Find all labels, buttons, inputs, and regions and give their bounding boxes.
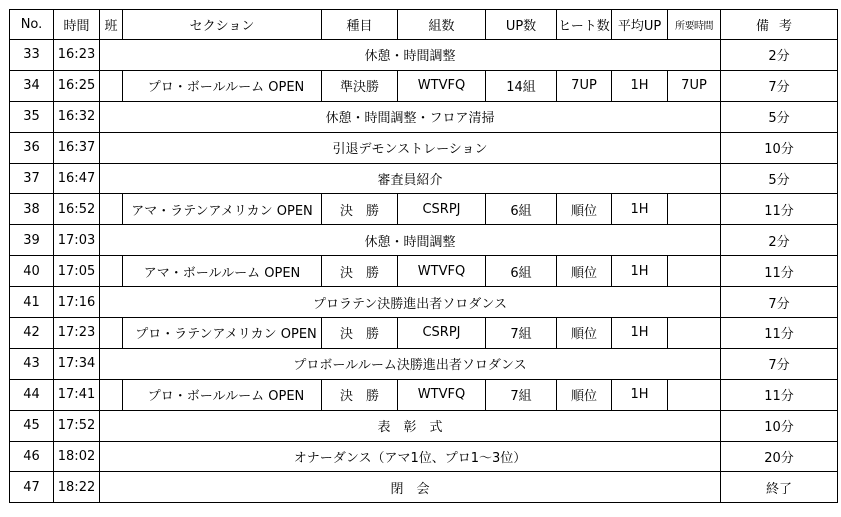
row-han [100,318,123,349]
row-shumoku: 決 勝 [322,318,398,349]
row-no: 43 [10,348,54,379]
row-time: 18:02 [54,441,100,472]
row-up: 順位 [557,379,612,410]
row-duration: 11分 [721,318,838,349]
row-duration: 11分 [721,194,838,225]
row-time: 17:34 [54,348,100,379]
row-heat: 1H [612,379,668,410]
row-no: 41 [10,287,54,318]
row-kumi: 6組 [486,194,557,225]
row-duration: 20分 [721,441,838,472]
row-han [100,70,123,101]
row-span-text: プロボールルーム決勝進出者ソロダンス [100,348,721,379]
header-time: 時間 [54,10,100,40]
row-span-text: 引退デモンストレーション [100,132,721,163]
row-duration: 2分 [721,40,838,71]
schedule-table [9,9,838,503]
header-heikin-up: 平均UP [612,10,668,40]
table-row [10,132,838,163]
header-section: セクション [123,10,322,40]
row-dances: CSRPJ [398,318,486,349]
table-row [10,40,838,71]
row-han [100,256,123,287]
row-span-text: プロラテン決勝進出者ソロダンス [100,287,721,318]
row-up: 順位 [557,256,612,287]
row-time: 16:25 [54,70,100,101]
header-shumoku: 種目 [322,10,398,40]
row-duration: 7分 [721,287,838,318]
row-avg-up [668,194,721,225]
row-no: 46 [10,441,54,472]
header-biko: 備考 [721,10,838,40]
row-span-text: 表 彰 式 [100,410,721,441]
row-no: 40 [10,256,54,287]
header-shoyo: 所要時間 [668,10,721,40]
table-row [10,225,838,256]
row-no: 35 [10,101,54,132]
row-no: 39 [10,225,54,256]
row-kumi: 6組 [486,256,557,287]
row-up: 順位 [557,194,612,225]
header-kumisu: 組数 [398,10,486,40]
header-upsu: UP数 [486,10,557,40]
row-duration: 10分 [721,132,838,163]
row-han [100,379,123,410]
row-avg-up [668,379,721,410]
row-time: 17:03 [54,225,100,256]
row-dances: WTVFQ [398,256,486,287]
row-han [100,194,123,225]
table-row [10,410,838,441]
row-span-text: 休憩・時間調整 [100,40,721,71]
row-shumoku: 準決勝 [322,70,398,101]
row-no: 36 [10,132,54,163]
row-section: プロ・ボールルーム OPEN [123,379,322,410]
row-avg-up: 7UP [668,70,721,101]
row-time: 17:41 [54,379,100,410]
row-no: 37 [10,163,54,194]
row-duration: 10分 [721,410,838,441]
table-row [10,194,838,225]
row-section: プロ・ボールルーム OPEN [123,70,322,101]
row-time: 17:23 [54,318,100,349]
row-heat: 1H [612,318,668,349]
row-no: 45 [10,410,54,441]
row-span-text: オナーダンス（アマ1位、プロ1～3位） [100,441,721,472]
row-kumi: 7組 [486,318,557,349]
row-duration: 11分 [721,379,838,410]
row-shumoku: 決 勝 [322,379,398,410]
row-duration: 5分 [721,163,838,194]
row-no: 38 [10,194,54,225]
row-time: 16:32 [54,101,100,132]
row-avg-up [668,256,721,287]
header-heat: ヒート数 [557,10,612,40]
row-time: 17:52 [54,410,100,441]
row-span-text: 閉 会 [100,472,721,503]
row-dances: CSRPJ [398,194,486,225]
row-time: 16:37 [54,132,100,163]
row-dances: WTVFQ [398,379,486,410]
table-row [10,256,838,287]
row-heat: 1H [612,256,668,287]
row-kumi: 14組 [486,70,557,101]
row-no: 42 [10,318,54,349]
row-avg-up [668,318,721,349]
row-no: 47 [10,472,54,503]
table-row [10,379,838,410]
row-section: アマ・ボールルーム OPEN [123,256,322,287]
row-span-text: 審査員紹介 [100,163,721,194]
table-row [10,441,838,472]
table-row [10,101,838,132]
row-duration: 終了 [721,472,838,503]
row-heat: 1H [612,70,668,101]
row-time: 16:47 [54,163,100,194]
row-no: 33 [10,40,54,71]
row-time: 16:23 [54,40,100,71]
row-duration: 11分 [721,256,838,287]
table-row [10,348,838,379]
row-time: 16:52 [54,194,100,225]
schedule-body [10,40,838,503]
table-row [10,163,838,194]
row-time: 17:16 [54,287,100,318]
table-row [10,472,838,503]
row-heat: 1H [612,194,668,225]
row-duration: 2分 [721,225,838,256]
row-span-text: 休憩・時間調整・フロア清掃 [100,101,721,132]
row-section: プロ・ラテンアメリカン OPEN [123,318,322,349]
row-time: 17:05 [54,256,100,287]
table-row [10,70,838,101]
row-duration: 7分 [721,348,838,379]
table-row [10,287,838,318]
table-row [10,318,838,349]
row-up: 順位 [557,318,612,349]
header-no: No. [10,10,54,40]
header-row [10,10,838,40]
row-time: 18:22 [54,472,100,503]
header-han: 班 [100,10,123,40]
row-up: 7UP [557,70,612,101]
row-shumoku: 決 勝 [322,194,398,225]
row-dances: WTVFQ [398,70,486,101]
row-no: 44 [10,379,54,410]
row-section: アマ・ラテンアメリカン OPEN [123,194,322,225]
row-shumoku: 決 勝 [322,256,398,287]
row-duration: 5分 [721,101,838,132]
row-no: 34 [10,70,54,101]
row-span-text: 休憩・時間調整 [100,225,721,256]
row-duration: 7分 [721,70,838,101]
row-kumi: 7組 [486,379,557,410]
